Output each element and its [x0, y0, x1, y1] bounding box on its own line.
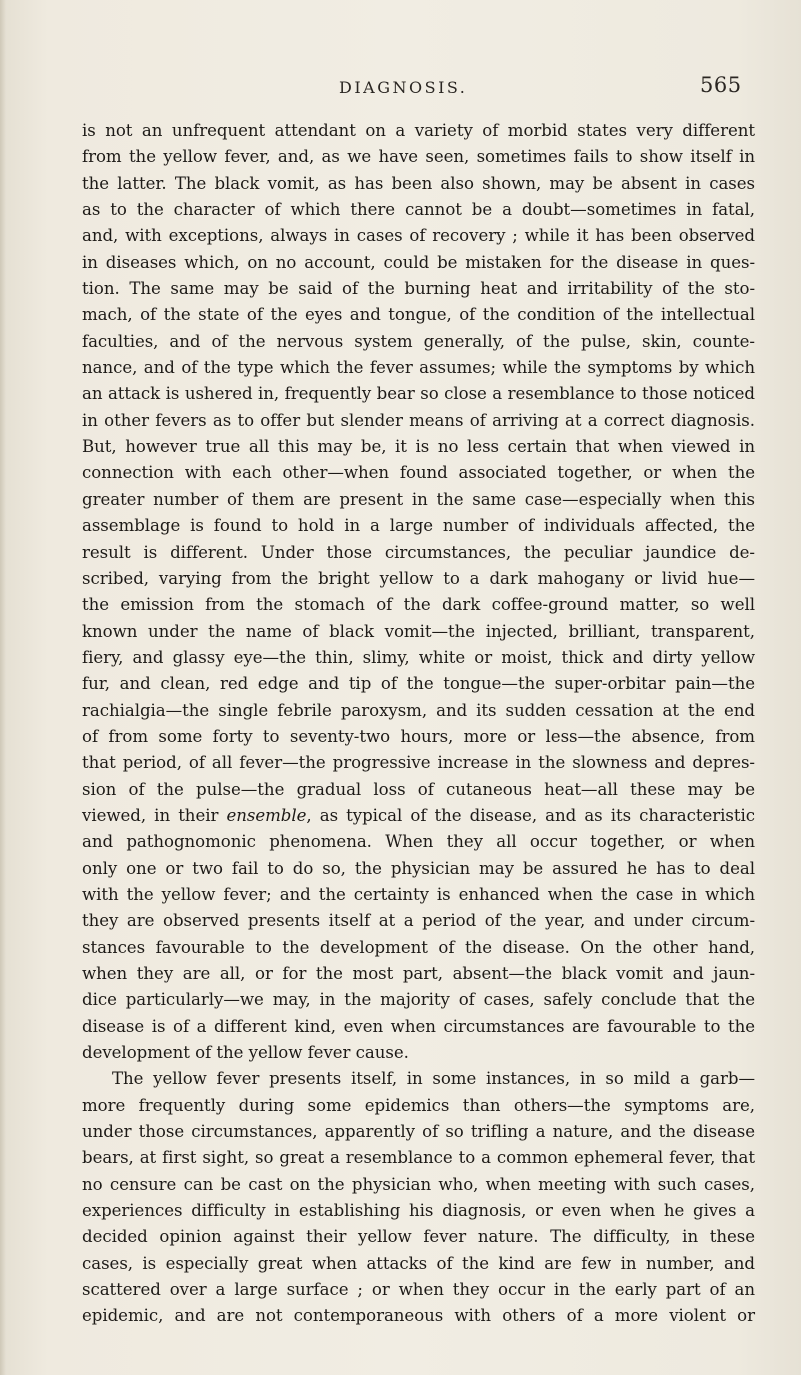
text-line: sion of the pulse—the gradual loss of cutaneous heat—all these may be	[82, 779, 755, 799]
text-line: in other fevers as to offer but slender means of arriving at a correct diagnosis.	[82, 410, 755, 430]
text-line: fiery, and glassy eye—the thin, slimy, white or moist, thick and dirty yellow	[82, 647, 755, 667]
text-line: from the yellow fever, and, as we have seen, sometimes fails to show itself in	[82, 147, 755, 167]
text-line: more frequently during some epidemics than others—the symptoms are,	[82, 1095, 755, 1115]
italic-word: ensemble	[226, 805, 307, 825]
text-line: an attack is ushered in, frequently bear so close a resemblance to those noticed	[82, 384, 755, 404]
text-line: with the yellow fever; and the certainty is enhanced when the case in which	[82, 884, 755, 904]
text-line: decided opinion against their yellow fever nature. The difficulty, in these	[82, 1227, 755, 1247]
text-line: result is different. Under those circumstances, the peculiar jaundice de-	[82, 542, 755, 562]
text-line: stances favourable to the development of the disease. On the other hand,	[82, 937, 755, 957]
text-line: they are observed presents itself at a period of the year, and under circum-	[82, 911, 755, 931]
text-segment: , as typical of the disease, and as its characteristic	[306, 805, 755, 825]
text-line: epidemic, and are not contemporaneous with others of a more violent or	[82, 1306, 755, 1326]
text-line: bears, at first sight, so great a resemblance to a common ephemeral fever, that	[82, 1148, 755, 1168]
text-line: assemblage is found to hold in a large number of individuals affected, the	[82, 516, 755, 536]
text-line: known under the name of black vomit—the injected, brilliant, transparent,	[82, 621, 755, 641]
text-line: rachialgia—the single febrile paroxysm, and its sudden cessation at the end	[82, 700, 755, 720]
text-line: and pathognomonic phenomena. When they all occur together, or when	[82, 832, 755, 852]
text-line: nance, and of the type which the fever assumes; while the symptoms by which	[82, 358, 755, 378]
text-line: connection with each other—when found associated together, or when the	[82, 463, 755, 483]
text-line: the emission from the stomach of the dark coffee-ground matter, so well	[82, 595, 755, 615]
text-line: no censure can be cast on the physician who, when meeting with such cases,	[82, 1174, 755, 1194]
text-line: scattered over a large surface ; or when they occur in the early part of an	[82, 1280, 755, 1300]
body-text	[82, 118, 755, 1330]
text-line: faculties, and of the nervous system generally, of the pulse, skin, counte-	[82, 331, 755, 351]
text-segment: viewed, in their	[82, 805, 227, 825]
text-line: greater number of them are present in the same case—especially when this	[82, 489, 755, 509]
text-line: as to the character of which there cannot be a doubt—sometimes in fatal,	[82, 200, 755, 220]
text-line: tion. The same may be said of the burning heat and irritability of the sto-	[82, 279, 755, 299]
text-line: fur, and clean, red edge and tip of the tongue—the super-orbitar pain—the	[82, 674, 755, 694]
paragraph-1	[82, 118, 755, 1066]
page-header	[0, 70, 801, 110]
text-line: under those circumstances, apparently of so trifling a nature, and the disease	[82, 1122, 755, 1142]
text-line: in diseases which, on no account, could be mistaken for the disease in ques-	[82, 252, 755, 272]
text-line: only one or two fail to do so, the physician may be assured he has to deal	[82, 858, 755, 878]
text-line: that period, of all fever—the progressive increase in the slowness and depres-	[82, 753, 755, 773]
text-line: the latter. The black vomit, as has been also shown, may be absent in cases	[82, 173, 755, 193]
text-line: and, with exceptions, always in cases of recovery ; while it has been observed	[82, 226, 755, 246]
text-line-with-italic	[82, 803, 755, 829]
text-line: when they are all, or for the most part, absent—the black vomit and jaun-	[82, 964, 755, 983]
text-line: dice particularly—we may, in the majority of cases, safely conclude that the	[82, 990, 755, 1010]
text-line: The yellow fever presents itself, in some instances, in so mild a garb—	[112, 1069, 755, 1089]
paragraph-2	[82, 1066, 755, 1329]
text-line: cases, is especially great when attacks of the kind are few in number, and	[82, 1253, 755, 1273]
text-line: of from some forty to seventy-two hours, more or less—the absence, from	[82, 726, 755, 746]
running-head: DIAGNOSIS.	[339, 78, 468, 97]
page-edge-shadow	[0, 0, 6, 1375]
text-line: mach, of the state of the eyes and tongue, of the condition of the intellectual	[82, 305, 755, 325]
text-line: development of the yellow fever cause.	[82, 1043, 409, 1063]
text-line: experiences difficulty in establishing his diagnosis, or even when he gives a	[82, 1201, 755, 1221]
text-line: scribed, varying from the bright yellow to a dark mahogany or livid hue—	[82, 568, 755, 588]
text-line: But, however true all this may be, it is no less certain that when viewed in	[82, 437, 755, 457]
page-number: 565	[700, 73, 742, 97]
text-line: disease is of a different kind, even when circumstances are favourable to the	[82, 1016, 755, 1036]
text-line: is not an unfrequent attendant on a variety of morbid states very different	[82, 121, 755, 140]
